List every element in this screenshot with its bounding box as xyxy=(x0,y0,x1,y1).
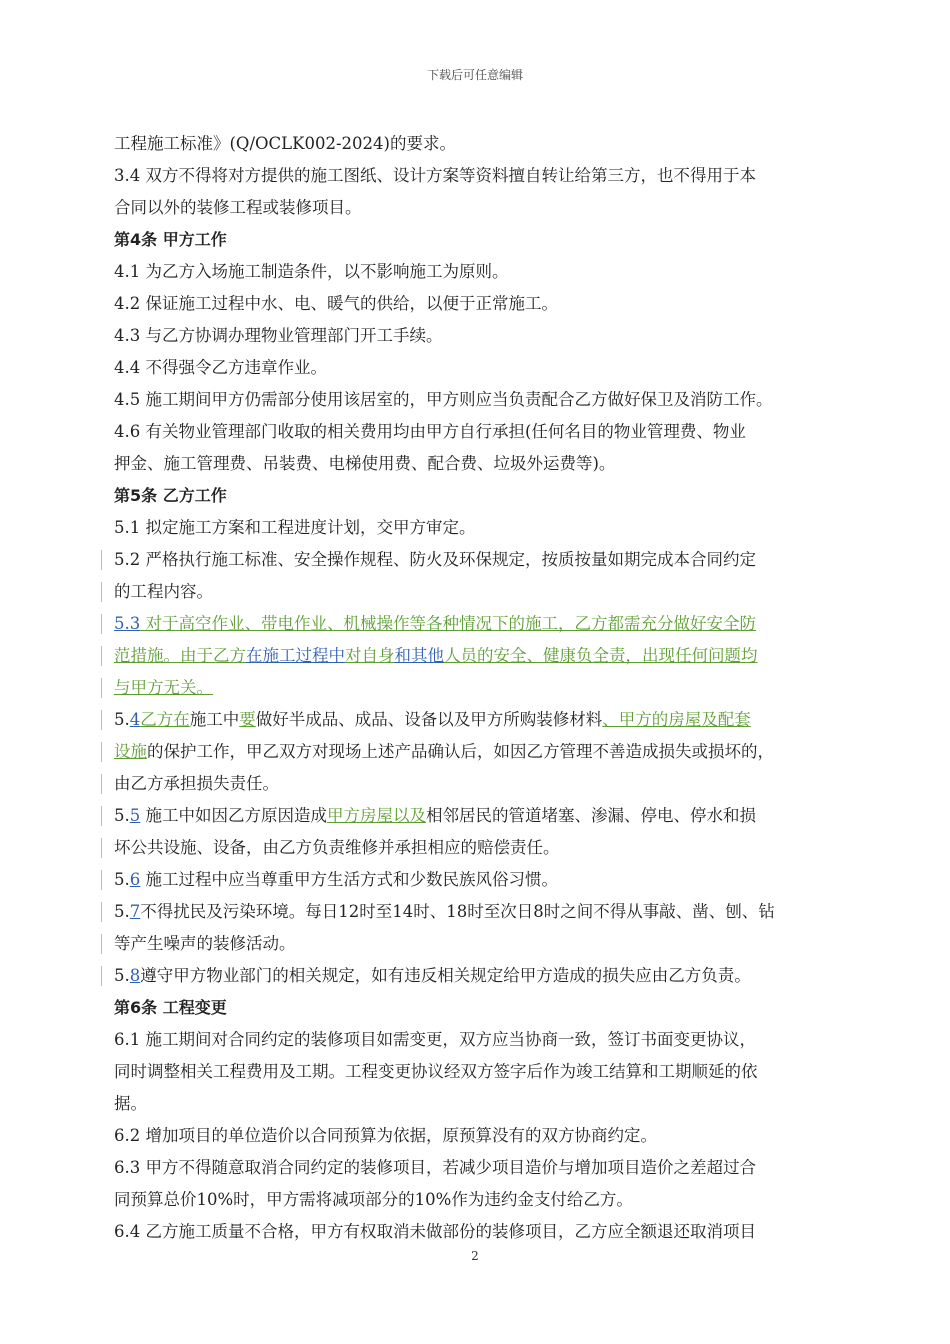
clause-5-7 xyxy=(114,896,844,928)
revision-insert: 设施 xyxy=(114,742,147,761)
paragraph-line: 等产生噪声的装修活动。 xyxy=(114,928,844,960)
clause-6-4: 6.4 乙方施工质量不合格，甲方有权取消未做部份的装修项目，乙方应全额退还取消项目 xyxy=(114,1222,756,1241)
text-run: 5. xyxy=(114,902,130,921)
clause-3-4: 3.4 双方不得将对方提供的施工图纸、设计方案等资料擅自转让给第三方，也不得用于本 xyxy=(114,166,756,185)
text-run: 施工过程中应当尊重甲方生活方式和少数民族风俗习惯。 xyxy=(140,870,558,889)
paragraph-line xyxy=(114,640,844,672)
revision-insert: 在施工过程中 xyxy=(246,646,345,665)
paragraph-line: 工程施工标准》(Q/OCLK002-2024)的要求。 xyxy=(114,134,456,153)
paragraph-line: 押金、施工管理费、吊装费、电梯使用费、配合费、垃圾外运费等)。 xyxy=(114,454,616,473)
clause-5-2: 5.2 严格执行施工标准、安全操作规程、防火及环保规定，按质按量如期完成本合同约定 xyxy=(114,544,844,576)
revision-insert: 、甲方的房屋及配套 xyxy=(602,710,751,729)
paragraph-line: 由乙方承担损失责任。 xyxy=(114,768,844,800)
text-run: 5. xyxy=(114,710,130,729)
paragraph-line: 合同以外的装修工程或装修项目。 xyxy=(114,198,362,217)
text-run: 5. xyxy=(114,870,130,889)
clause-5-1: 5.1 拟定施工方案和工程进度计划，交甲方审定。 xyxy=(114,518,476,537)
clause-5-5 xyxy=(114,800,844,832)
paragraph-line: 的工程内容。 xyxy=(114,576,844,608)
revision-insert: 4 xyxy=(129,710,141,729)
text-run: 不得扰民及污染环境。每日12时至14时、18时至次日8时之间不得从事敲、凿、刨、钻 xyxy=(140,902,775,921)
revision-insert: 范措施。由于乙方 xyxy=(114,646,246,665)
clause-4-6: 4.6 有关物业管理部门收取的相关费用均由甲方自行承担(任何名目的物业管理费、物业 xyxy=(114,422,746,441)
page-header-note: 下载后可任意编辑 xyxy=(426,68,523,82)
clause-4-4: 4.4 不得强令乙方违章作业。 xyxy=(114,358,327,377)
document-body xyxy=(114,128,844,1248)
clause-5-8 xyxy=(114,960,844,992)
text-run: 施工中 xyxy=(189,710,240,729)
paragraph-line xyxy=(114,736,844,768)
paragraph-line: 据。 xyxy=(114,1094,147,1113)
clause-6-3: 6.3 甲方不得随意取消合同约定的装修项目，若减少项目造价与增加项目造价之差超过合 xyxy=(114,1158,756,1177)
clause-4-1: 4.1 为乙方入场施工制造条件，以不影响施工为原则。 xyxy=(114,262,509,281)
text-run: 做好半成品、成品、设备以及甲方所购装修材料 xyxy=(255,710,603,729)
paragraph-line: 同时调整相关工程费用及工期。工程变更协议经双方签字后作为竣工结算和工期顺延的依 xyxy=(114,1062,758,1081)
clause-6-1: 6.1 施工期间对合同约定的装修项目如需变更，双方应当协商一致，签订书面变更协议， xyxy=(114,1030,756,1049)
revision-insert: 5.3 xyxy=(114,614,141,633)
revision-insert: 要 xyxy=(239,710,256,729)
section-heading-article-6: 第6条 工程变更 xyxy=(114,998,227,1017)
text-run: 的保护工作，甲乙双方对现场上述产品确认后，如因乙方管理不善造成损失或损坏的， xyxy=(147,742,774,761)
revision-insert: 对自身 xyxy=(345,646,395,665)
text-run: 施工中如因乙方原因造成 xyxy=(140,806,327,825)
clause-4-2: 4.2 保证施工过程中水、电、暖气的供给，以便于正常施工。 xyxy=(114,294,558,313)
section-heading-article-5: 第5条 乙方工作 xyxy=(114,486,227,505)
clause-6-2: 6.2 增加项目的单位造价以合同预算为依据，原预算没有的双方协商约定。 xyxy=(114,1126,657,1145)
revision-insert: 人员的安全、健康负全责，出现任何问题均 xyxy=(444,646,758,665)
clause-5-4 xyxy=(114,704,844,736)
revision-insert: 与甲方无关。 xyxy=(114,678,213,697)
text-run: 相邻居民的管道堵塞、渗漏、停电、停水和损 xyxy=(426,806,756,825)
paragraph-line: 坏公共设施、设备，由乙方负责维修并承担相应的赔偿责任。 xyxy=(114,832,844,864)
revision-insert: 和其他 xyxy=(394,646,444,665)
revision-insert: 7 xyxy=(129,902,141,921)
text-run: 5. xyxy=(114,966,130,985)
text-run: 5. xyxy=(114,806,130,825)
revision-insert: 5 xyxy=(129,806,141,825)
section-heading-article-4: 第4条 甲方工作 xyxy=(114,230,227,249)
clause-5-3 xyxy=(114,608,844,640)
text-run: 遵守甲方物业部门的相关规定，如有违反相关规定给甲方造成的损失应由乙方负责。 xyxy=(140,966,751,985)
paragraph-line xyxy=(114,672,844,704)
clause-4-5: 4.5 施工期间甲方仍需部分使用该居室的，甲方则应当负责配合乙方做好保卫及消防工作。 xyxy=(114,390,773,409)
clause-5-6 xyxy=(114,864,844,896)
revision-insert: 对于高空作业、带电作业、机械操作等各种情况下的施工，乙方都需充分做好安全防 xyxy=(140,614,756,633)
revision-insert: 乙方在 xyxy=(140,710,190,729)
revision-insert: 6 xyxy=(129,870,141,889)
clause-4-3: 4.3 与乙方协调办理物业管理部门开工手续。 xyxy=(114,326,443,345)
revision-insert: 8 xyxy=(129,966,141,985)
page-number: 2 xyxy=(471,1249,479,1263)
paragraph-line: 同预算总价10%时，甲方需将减项部分的10%作为违约金支付给乙方。 xyxy=(114,1190,633,1209)
revision-insert: 甲方房屋以及 xyxy=(327,806,426,825)
